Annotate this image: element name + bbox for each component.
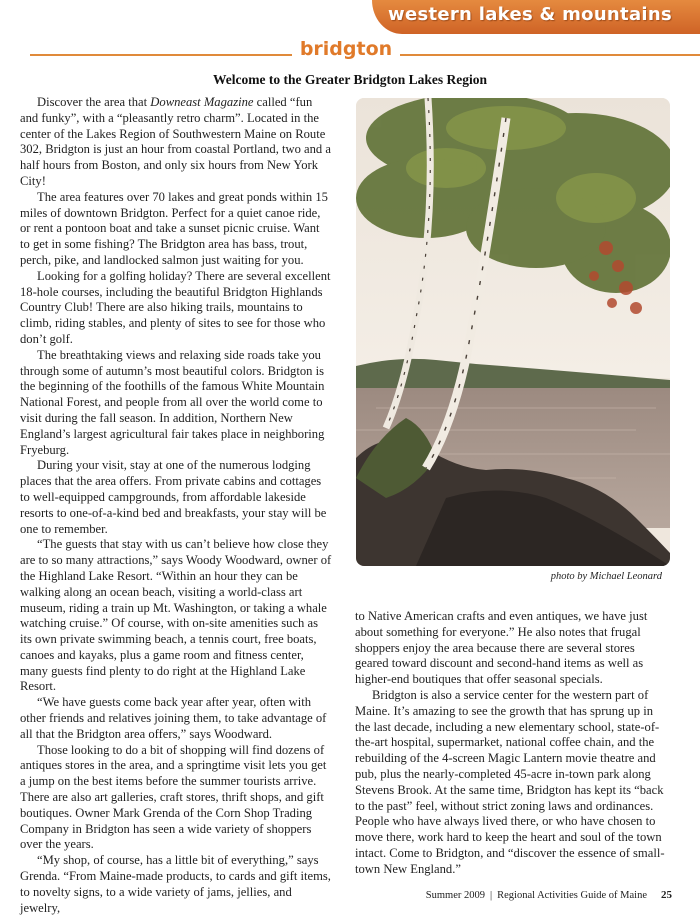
section-title: bridgton xyxy=(299,38,393,60)
paragraph: Discover the area that Downeast Magazine called “fun and funky”, with a “pleasantly retro charm”. Located in the center of the Lakes Region of Southwestern Maine on Route 302, Bridgton is just an hour from coastal Portland, two and a half hours from Boston, and only six hours from New York City! xyxy=(20,95,331,188)
paragraph: “We have guests come back year after year, often with other friends and relatives joining them, to take advantage of all that the Bridgton area offers,” says Woodward. xyxy=(20,695,327,741)
publication-name: Regional Activities Guide of Maine xyxy=(497,890,647,901)
article-column-left xyxy=(20,95,332,916)
footer-separator: | xyxy=(490,890,493,901)
paragraph: “My shop, of course, has a little bit of everything,” says Grenda. “From Maine-made products, to cards and gift items, to novelty signs, to a wide variety of jams, jellies, and jewelry, xyxy=(20,853,331,915)
photo-illustration xyxy=(356,98,670,566)
paragraph: Those looking to do a bit of shopping will find dozens of antiques stores in the area, and a springtime visit lets you get a jump on the best items before the summer tourists arrive. There are also art galleries, craft stores, thrift shops, and gift boutiques. Owner Mark Grenda of the Corn Shop Trading Company in Bridgton has seen a wide variety of shoppers over the years. xyxy=(20,742,327,852)
section-banner xyxy=(372,0,700,34)
photo-credit: photo by Michael Leonard xyxy=(550,571,662,582)
paragraph: Looking for a golfing holiday? There are several excellent 18-hole courses, including the beautiful Bridgton Highlands Country Club! There are also hiking trails, mountains to climb, riding stables, and plenty of sites to see for those who don’t golf. xyxy=(20,268,331,346)
banner-title: western lakes & mountains xyxy=(388,4,672,25)
page-footer xyxy=(380,889,672,901)
title-rule-left xyxy=(30,54,292,56)
paragraph: The breathtaking views and relaxing side roads take you through some of autumn’s most beautiful colors. Bridgton is the beginning of the foothills of the famous White Mountain National Forest, and people from all over the world come to visit during the fall season. In addition, Northern New England’s largest agricultural fair takes place in neighboring Fryeburg. xyxy=(20,347,325,457)
title-rule-right xyxy=(400,54,700,56)
paragraph: The area features over 70 lakes and great ponds within 15 miles of downtown Bridgton. Perfect for a quiet canoe ride, or rent a pontoon boat and take a sunset picnic cruise. Want to get in some fishing? The Bridgton area has bass, trout, perch, pike, and landlocked salmon just waiting for you. xyxy=(20,189,328,267)
article-column-right xyxy=(355,609,671,878)
paragraph: During your visit, stay at one of the numerous lodging places that the area offers. From private cabins and cottages to well-equipped campgrounds, from affordable lakeside resorts to one-of-a-kind bed and breakfasts, your stay will be one to remember. xyxy=(20,458,327,536)
lake-birch-photo xyxy=(356,98,670,566)
paragraph: Bridgton is also a service center for the western part of Maine. It’s amazing to see the growth that has sprung up in the last decade, including a new elementary school, state-of-the-art hospital, supermarket, national coffee chain, and the rebuilding of the 4-screen Magic Lantern movie theatre and pub, plus the nearly-completed 45-acre in-town park along Stevens Brook. At the same time, Bridgton has kept its “back to the past” feel, without strict zoning laws and ordinances. People who have always lived there, or who have chosen to move there, work hard to keep the heart and soul of the town intact. Come to Bridgton, and “discover the essence of small-town New England.” xyxy=(355,687,665,876)
issue-date: Summer 2009 xyxy=(425,890,485,901)
article-headline: Welcome to the Greater Bridgton Lakes Region xyxy=(213,72,487,87)
paragraph: “The guests that stay with us can’t believe how close they are to so many attractions,” says Woody Woodward, owner of the Highland Lake Resort. “Within an hour they can be walking along an ocean beach, visiting a world-class art museum, riding a train up Mt. Washington, or taking a whale watching cruise.” Of course, with on-site amenities such as its own private swimming beach, a tennis court, free boats, canoes and kayaks, plus a game room and fitness center, many guests find plenty to do right at the Highland Lake Resort. xyxy=(20,537,332,694)
page-number: 25 xyxy=(661,889,672,901)
paragraph: to Native American crafts and even antiques, we have just about something for everyone.” He also notes that frugal shoppers enjoy the area because there are several stores geared toward discount and second-hand items as well as higher-end boutiques that offer seasonal specials. xyxy=(355,609,648,687)
